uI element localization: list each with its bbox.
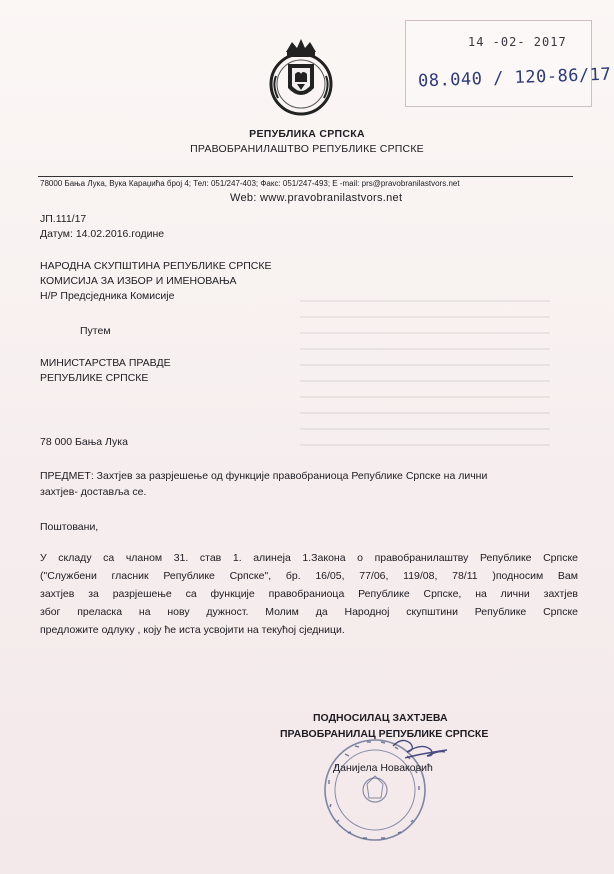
greeting: Поштовани, (40, 521, 99, 533)
via-line-1: МИНИСТАРСТВА ПРАВДЕ (40, 357, 171, 369)
website: Web: www.pravobranilastvors.net (230, 192, 403, 204)
body-line-3: захтјев за разрјешење са функције правобраниоца Републике Српске, на лични захтјев (40, 588, 578, 600)
show-through-text (300, 300, 550, 450)
contact-line: 78000 Бања Лука, Вука Караџића број 4; Тел: 051/247-403; Факс: 051/247-493; Е -mail: prs@pravobranilastvors.net (40, 179, 460, 188)
institution-subtitle: ПРАВОБРАНИЛАШТВО РЕПУБЛИКЕ СРПСКЕ (190, 143, 424, 155)
body-line-2: ("Службени гласник Републике Српске", бр. 16/05, 77/06, 119/08, 78/11 )подносим Вам (40, 570, 578, 582)
subject-line-2: захтјев- доставља се. (40, 486, 147, 498)
recipient-line-2: КОМИСИЈА ЗА ИЗБОР И ИМЕНОВАЊА (40, 275, 237, 287)
official-seal (315, 728, 505, 848)
via-line-2: РЕПУБЛИКЕ СРПСКЕ (40, 372, 149, 384)
reference-date: Датум: 14.02.2016.године (40, 228, 165, 240)
header-divider (38, 176, 573, 177)
signatory-name: Данијела Новаковић (333, 762, 433, 774)
coat-of-arms-icon (266, 36, 336, 122)
signatory-role-1: ПОДНОСИЛАЦ ЗАХТЈЕВА (313, 712, 448, 724)
institution-title: РЕПУБЛИКА СРПСКА (249, 128, 365, 140)
via-label: Путем (80, 325, 111, 337)
reference-number: ЈП.111/17 (40, 213, 87, 225)
stamp-date: 14 -02- 2017 (468, 35, 567, 49)
body-line-5: предложите одлуку , коју ће иста усвојити на текућој сједници. (40, 624, 345, 636)
stamp-number: 08.040 / 120-86/17 (417, 64, 612, 92)
body-line-4: због преласка на нову дужност. Молим да Народној скупштини Републике Српске (40, 606, 578, 618)
body-line-1: У складу са чланом 31. став 1. алинеја 1.Закона о правобранилаштву Републике Српске (40, 552, 578, 564)
subject-line-1: ПРЕДМЕТ: Захтјев за разрјешење од функције правобраниоца Републике Српске на лични (40, 470, 488, 482)
signatory-role-2: ПРАВОБРАНИЛАЦ РЕПУБЛИКЕ СРПСКЕ (280, 728, 489, 740)
recipient-line-3: Н/Р Предсједника Комисије (40, 290, 175, 302)
registry-stamp (405, 20, 592, 107)
recipient-line-1: НАРОДНА СКУПШТИНА РЕПУБЛИКЕ СРПСКЕ (40, 260, 272, 272)
city: 78 000 Бања Лука (40, 436, 128, 448)
